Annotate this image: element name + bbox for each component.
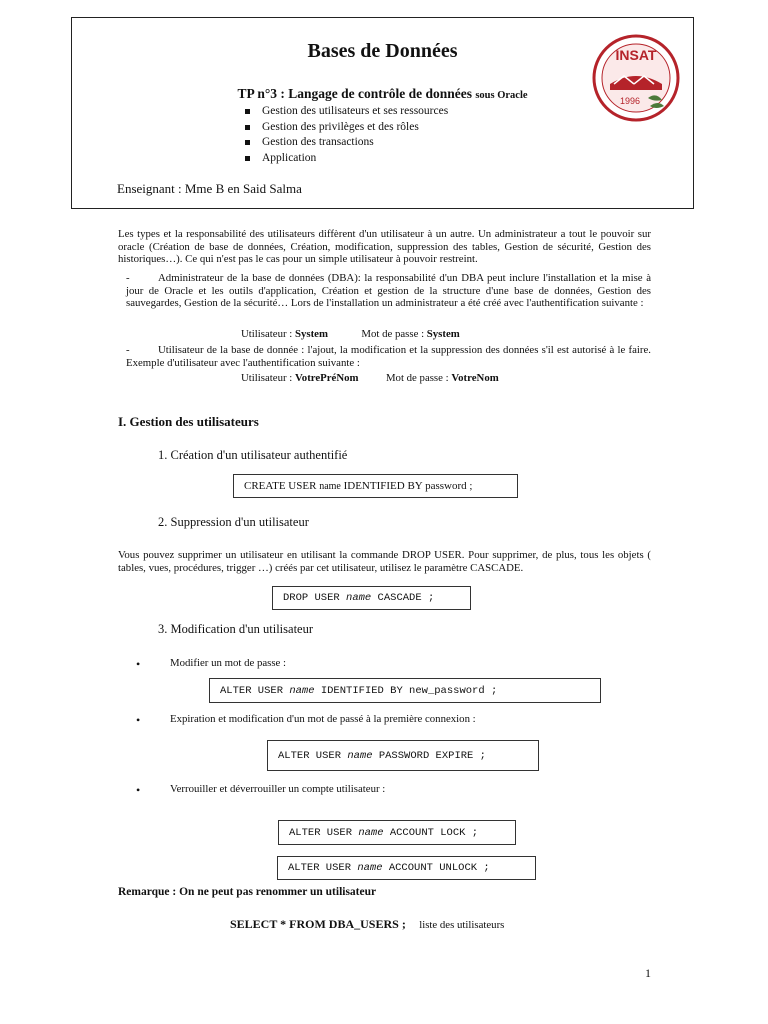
bullet-dot: •: [136, 657, 141, 671]
code-text: IDENTIFIED BY new_password ;: [314, 684, 498, 697]
subsection-1-heading: 1. Création d'un utilisateur authentifié: [158, 448, 348, 462]
tp-title-small: sous Oracle: [475, 90, 528, 101]
dba-pass-label: Mot de passe :: [361, 328, 427, 340]
topic-item: Application: [242, 151, 448, 167]
code-text: CASCADE ;: [371, 592, 435, 604]
select-description: liste des utilisateurs: [419, 919, 505, 931]
code-text: ALTER USER: [288, 862, 358, 874]
subsection-2-heading: 2. Suppression d'un utilisateur: [158, 515, 309, 529]
user-pass-label: Mot de passe :: [385, 372, 452, 384]
bullet-text: Expiration et modification d'un mot de passé à la première connexion :: [170, 713, 476, 725]
dba-pass-value: System: [426, 328, 460, 340]
document-title: Bases de Données: [307, 40, 458, 62]
dash-marker: -: [126, 344, 130, 356]
code-text: IDENTIFIED BY password ;: [340, 480, 473, 492]
code-placeholder: name: [347, 749, 373, 762]
code-text: CREATE USER: [244, 480, 320, 492]
user-credentials: [241, 372, 499, 384]
code-account-lock: [278, 820, 516, 845]
tp-title-main: TP n°3 : Langage de contrôle de données: [237, 86, 476, 101]
code-text: DROP USER: [283, 592, 347, 604]
code-account-unlock: [277, 856, 536, 880]
code-text: PASSWORD EXPIRE ;: [372, 749, 486, 762]
logo-year: 1996: [619, 96, 641, 106]
dba-paragraph: Administrateur de la base de données (DBA): la responsabilité d'un DBA peut inclure l'installation et la mise à jour de Oracle et les outils d'application, Création et gestion de la structure d'une base de données, Gestion des sauvegardes, Gestion de la sécurité… Lors de l'installation un administrateur a été créé avec l'authentification suivante :: [126, 272, 651, 310]
user-user-label: Utilisateur :: [241, 372, 295, 384]
user-paragraph: Utilisateur de la base de donnée : l'ajout, la modification et la suppression des données s'il est autorisé à le faire. Exemple d'utilisateur avec l'authentification suivante :: [126, 344, 651, 369]
code-text: ALTER USER: [220, 684, 290, 697]
code-placeholder: name: [358, 826, 384, 839]
code-placeholder: name: [346, 592, 372, 604]
dba-user-label: Utilisateur :: [241, 328, 295, 340]
code-create-user: [233, 474, 518, 498]
code-placeholder: name: [357, 862, 383, 874]
dash-marker: -: [126, 272, 130, 284]
code-text: ACCOUNT UNLOCK ;: [382, 862, 490, 874]
logo-text: INSAT: [615, 47, 657, 63]
drop-user-paragraph: Vous pouvez supprimer un utilisateur en utilisant la commande DROP USER. Pour supprimer, de plus, tous les objets ( tables, vues, procédures, trigger …) créés par cet utilisateur, utilisez le paramètre CASCADE.: [118, 549, 651, 574]
page-number: 1: [645, 966, 651, 980]
section-heading: I. Gestion des utilisateurs: [118, 414, 259, 429]
code-alter-password: [209, 678, 601, 703]
code-password-expire: [267, 740, 539, 771]
code-text: ALTER USER: [278, 749, 348, 762]
dba-credentials: [241, 328, 460, 340]
bullet-expire-password: [136, 713, 476, 728]
topic-item: Gestion des transactions: [242, 135, 448, 151]
bullet-lock-account: [136, 783, 386, 798]
subsection-3-heading: 3. Modification d'un utilisateur: [158, 622, 314, 636]
topic-item: Gestion des utilisateurs et ses ressources: [242, 104, 448, 120]
teacher-name: Enseignant : Mme B en Said Salma: [117, 181, 302, 196]
code-text: ALTER USER: [289, 826, 359, 839]
bullet-text: Modifier un mot de passe :: [170, 657, 287, 669]
bullet-dot: •: [136, 713, 141, 727]
topic-item: Gestion des privilèges et des rôles: [242, 120, 448, 136]
code-placeholder: name: [319, 480, 341, 492]
header-box: [71, 17, 694, 209]
select-users-line: [230, 917, 504, 932]
bullet-dot: •: [136, 783, 141, 797]
user-user-value: VotrePréNom: [294, 372, 359, 384]
dba-user-value: System: [294, 328, 328, 340]
bullet-text: Verrouiller et déverrouiller un compte utilisateur :: [170, 783, 386, 795]
insat-logo: [590, 32, 682, 124]
topics-list: [242, 104, 448, 166]
remark: Remarque : On ne peut pas renommer un utilisateur: [118, 886, 377, 898]
intro-paragraph: Les types et la responsabilité des utilisateurs diffèrent d'un utilisateur à un autre. Un administrateur a tout le pouvoir sur oracle (Création de base de données, Création, modification, suppression des tables, Gestion de sécurité, Gestion des historiques…). Ce qui n'est pas le cas pour un simple utilisateur à pouvoir restreint.: [118, 228, 651, 266]
bullet-change-password: [136, 657, 287, 672]
code-placeholder: name: [289, 684, 315, 697]
code-drop-user: [272, 586, 471, 610]
select-code: SELECT * FROM DBA_USERS ;: [230, 917, 406, 931]
user-pass-value: VotreNom: [451, 372, 499, 384]
code-text: ACCOUNT LOCK ;: [383, 826, 479, 839]
